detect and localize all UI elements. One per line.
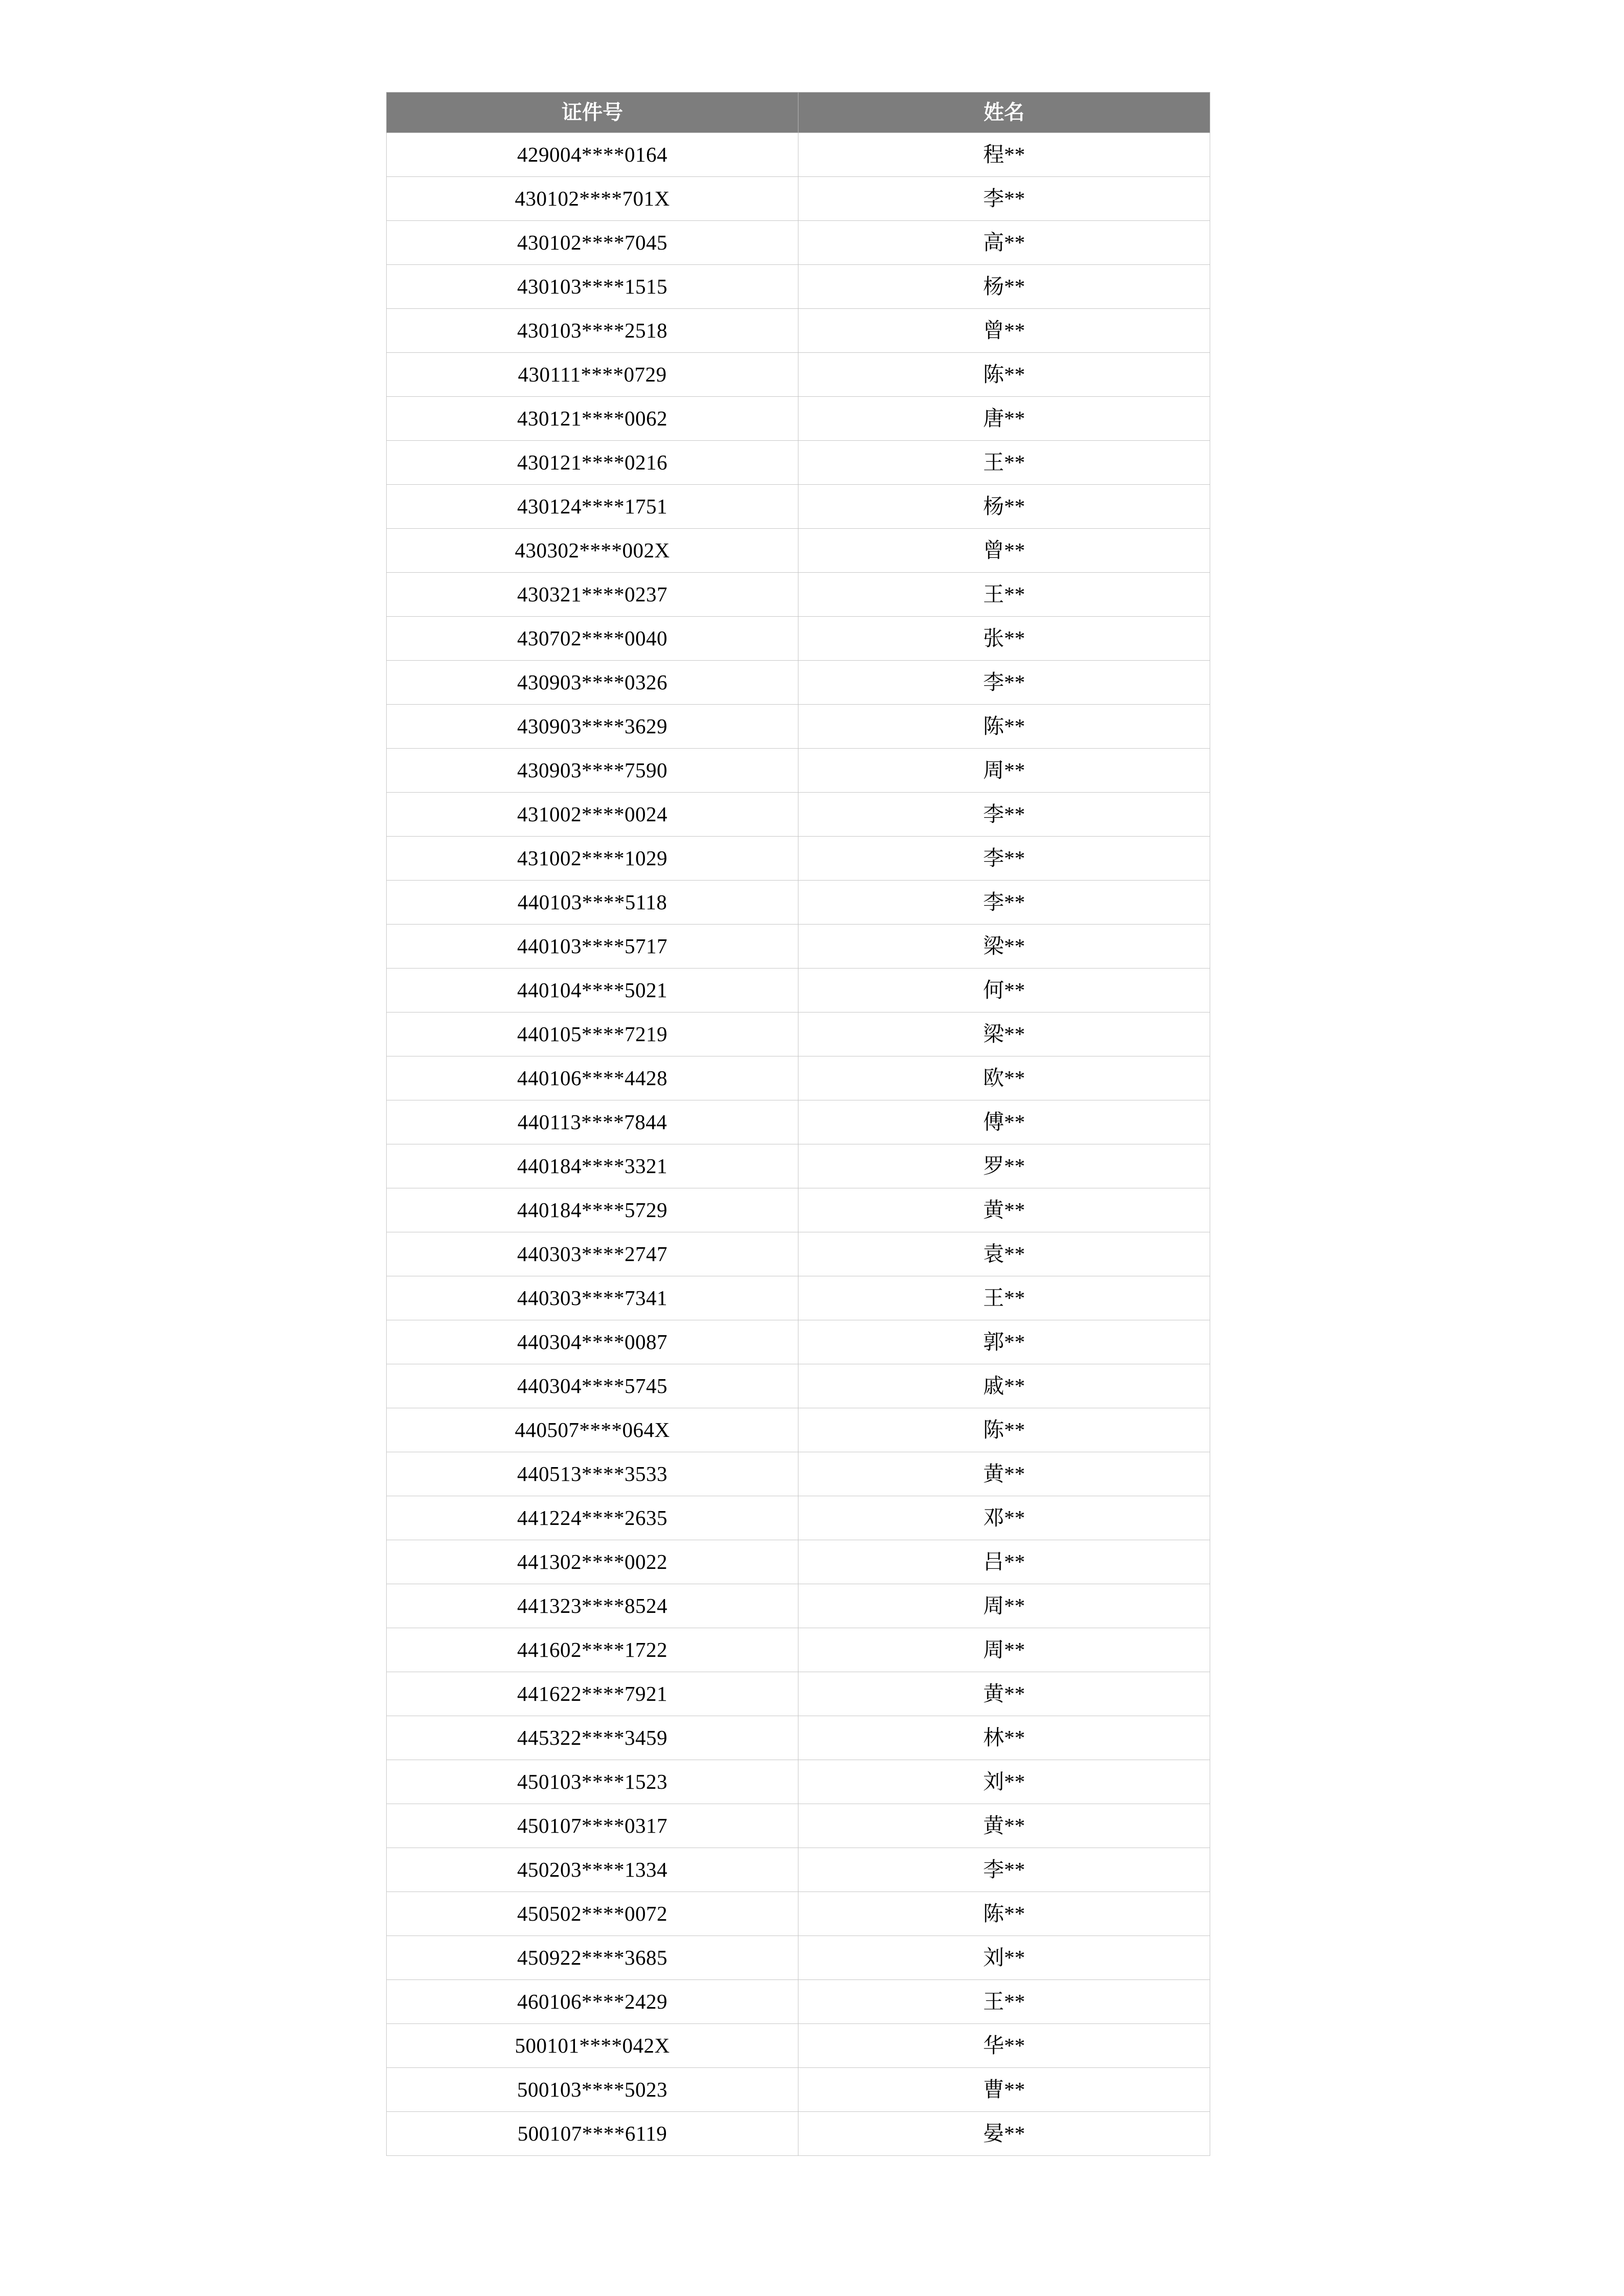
table-row: [387, 1276, 1210, 1320]
table-row: [387, 265, 1210, 309]
cell-person-name: 杨**: [798, 265, 1210, 309]
cell-person-name: 梁**: [798, 1012, 1210, 1056]
cell-person-name: 王**: [798, 441, 1210, 485]
cell-id-number: 440303****7341: [387, 1276, 798, 1320]
cell-person-name: 罗**: [798, 1144, 1210, 1188]
cell-id-number: 445322****3459: [387, 1716, 798, 1760]
cell-person-name: 周**: [798, 1584, 1210, 1628]
cell-person-name: 王**: [798, 573, 1210, 617]
table-row: [387, 2068, 1210, 2112]
cell-id-number: 430124****1751: [387, 485, 798, 529]
cell-person-name: 林**: [798, 1716, 1210, 1760]
cell-id-number: 450107****0317: [387, 1804, 798, 1848]
table-row: [387, 1496, 1210, 1540]
cell-person-name: 袁**: [798, 1232, 1210, 1276]
table-row: [387, 441, 1210, 485]
table-row: [387, 1188, 1210, 1232]
cell-id-number: 440103****5717: [387, 925, 798, 969]
table-row: [387, 1716, 1210, 1760]
cell-person-name: 梁**: [798, 925, 1210, 969]
table-row: [387, 1364, 1210, 1408]
table-row: [387, 1848, 1210, 1892]
cell-id-number: 450203****1334: [387, 1848, 798, 1892]
cell-id-number: 430102****7045: [387, 221, 798, 265]
cell-person-name: 周**: [798, 1628, 1210, 1672]
cell-person-name: 傅**: [798, 1100, 1210, 1144]
cell-person-name: 王**: [798, 1276, 1210, 1320]
cell-person-name: 李**: [798, 837, 1210, 881]
table-row: [387, 705, 1210, 749]
table-row: [387, 1760, 1210, 1804]
cell-person-name: 李**: [798, 793, 1210, 837]
table-row: [387, 1540, 1210, 1584]
cell-id-number: 440513****3533: [387, 1452, 798, 1496]
cell-id-number: 450103****1523: [387, 1760, 798, 1804]
cell-id-number: 441323****8524: [387, 1584, 798, 1628]
cell-person-name: 曾**: [798, 309, 1210, 353]
table-row: [387, 529, 1210, 573]
cell-id-number: 440304****5745: [387, 1364, 798, 1408]
table-row: [387, 573, 1210, 617]
cell-id-number: 440103****5118: [387, 881, 798, 925]
cell-person-name: 戚**: [798, 1364, 1210, 1408]
table-row: [387, 2024, 1210, 2068]
cell-person-name: 张**: [798, 617, 1210, 661]
cell-id-number: 430903****0326: [387, 661, 798, 705]
cell-id-number: 430302****002X: [387, 529, 798, 573]
table-row: [387, 1408, 1210, 1452]
cell-person-name: 曹**: [798, 2068, 1210, 2112]
cell-id-number: 460106****2429: [387, 1980, 798, 2024]
cell-person-name: 郭**: [798, 1320, 1210, 1364]
cell-person-name: 黄**: [798, 1188, 1210, 1232]
cell-person-name: 曾**: [798, 529, 1210, 573]
cell-person-name: 程**: [798, 133, 1210, 177]
cell-id-number: 430321****0237: [387, 573, 798, 617]
cell-id-number: 430903****7590: [387, 749, 798, 793]
cell-id-number: 441302****0022: [387, 1540, 798, 1584]
cell-id-number: 500101****042X: [387, 2024, 798, 2068]
cell-id-number: 440113****7844: [387, 1100, 798, 1144]
column-header-name: 姓名: [798, 93, 1210, 133]
table-row: [387, 1892, 1210, 1936]
table-body: [387, 133, 1210, 2156]
table-row: [387, 133, 1210, 177]
table-row: [387, 1100, 1210, 1144]
cell-person-name: 刘**: [798, 1936, 1210, 1980]
cell-id-number: 500103****5023: [387, 2068, 798, 2112]
cell-id-number: 440184****3321: [387, 1144, 798, 1188]
cell-person-name: 刘**: [798, 1760, 1210, 1804]
table-row: [387, 837, 1210, 881]
cell-person-name: 李**: [798, 1848, 1210, 1892]
cell-person-name: 陈**: [798, 705, 1210, 749]
cell-id-number: 440304****0087: [387, 1320, 798, 1364]
cell-person-name: 晏**: [798, 2112, 1210, 2156]
cell-id-number: 441622****7921: [387, 1672, 798, 1716]
table-row: [387, 1232, 1210, 1276]
table-row: [387, 925, 1210, 969]
table-row: [387, 661, 1210, 705]
cell-id-number: 430103****1515: [387, 265, 798, 309]
cell-person-name: 李**: [798, 881, 1210, 925]
table-header: [387, 93, 1210, 133]
cell-person-name: 黄**: [798, 1672, 1210, 1716]
table-row: [387, 1584, 1210, 1628]
id-name-table: [386, 92, 1210, 2156]
table-header-row: [387, 93, 1210, 133]
cell-id-number: 430102****701X: [387, 177, 798, 221]
cell-id-number: 431002****0024: [387, 793, 798, 837]
cell-person-name: 唐**: [798, 397, 1210, 441]
cell-person-name: 何**: [798, 969, 1210, 1012]
table-row: [387, 1628, 1210, 1672]
cell-id-number: 430121****0062: [387, 397, 798, 441]
table-row: [387, 1452, 1210, 1496]
table-row: [387, 969, 1210, 1012]
table-row: [387, 1936, 1210, 1980]
cell-id-number: 430111****0729: [387, 353, 798, 397]
cell-id-number: 500107****6119: [387, 2112, 798, 2156]
cell-person-name: 黄**: [798, 1452, 1210, 1496]
cell-person-name: 李**: [798, 661, 1210, 705]
cell-id-number: 450502****0072: [387, 1892, 798, 1936]
cell-person-name: 陈**: [798, 1408, 1210, 1452]
cell-id-number: 430903****3629: [387, 705, 798, 749]
table-row: [387, 2112, 1210, 2156]
cell-id-number: 441602****1722: [387, 1628, 798, 1672]
table-row: [387, 221, 1210, 265]
cell-person-name: 杨**: [798, 485, 1210, 529]
cell-person-name: 高**: [798, 221, 1210, 265]
cell-person-name: 王**: [798, 1980, 1210, 2024]
cell-id-number: 440507****064X: [387, 1408, 798, 1452]
cell-person-name: 周**: [798, 749, 1210, 793]
cell-id-number: 440184****5729: [387, 1188, 798, 1232]
cell-id-number: 450922****3685: [387, 1936, 798, 1980]
cell-person-name: 陈**: [798, 353, 1210, 397]
table-row: [387, 309, 1210, 353]
cell-id-number: 440104****5021: [387, 969, 798, 1012]
table-row: [387, 881, 1210, 925]
cell-id-number: 440105****7219: [387, 1012, 798, 1056]
table-row: [387, 1056, 1210, 1100]
cell-person-name: 邓**: [798, 1496, 1210, 1540]
cell-person-name: 黄**: [798, 1804, 1210, 1848]
table-row: [387, 1320, 1210, 1364]
table-row: [387, 1672, 1210, 1716]
cell-id-number: 430702****0040: [387, 617, 798, 661]
cell-id-number: 430121****0216: [387, 441, 798, 485]
table-row: [387, 749, 1210, 793]
cell-person-name: 吕**: [798, 1540, 1210, 1584]
cell-id-number: 430103****2518: [387, 309, 798, 353]
table-row: [387, 1804, 1210, 1848]
cell-id-number: 431002****1029: [387, 837, 798, 881]
cell-id-number: 441224****2635: [387, 1496, 798, 1540]
table-row: [387, 793, 1210, 837]
cell-person-name: 陈**: [798, 1892, 1210, 1936]
cell-person-name: 李**: [798, 177, 1210, 221]
table-row: [387, 1012, 1210, 1056]
table-row: [387, 617, 1210, 661]
table-row: [387, 1144, 1210, 1188]
cell-id-number: 440106****4428: [387, 1056, 798, 1100]
table-row: [387, 1980, 1210, 2024]
table-row: [387, 177, 1210, 221]
table-row: [387, 485, 1210, 529]
cell-id-number: 440303****2747: [387, 1232, 798, 1276]
table-row: [387, 353, 1210, 397]
id-name-table-container: [386, 92, 1210, 2156]
column-header-id: 证件号: [387, 93, 798, 133]
table-row: [387, 397, 1210, 441]
cell-id-number: 429004****0164: [387, 133, 798, 177]
cell-person-name: 华**: [798, 2024, 1210, 2068]
cell-person-name: 欧**: [798, 1056, 1210, 1100]
